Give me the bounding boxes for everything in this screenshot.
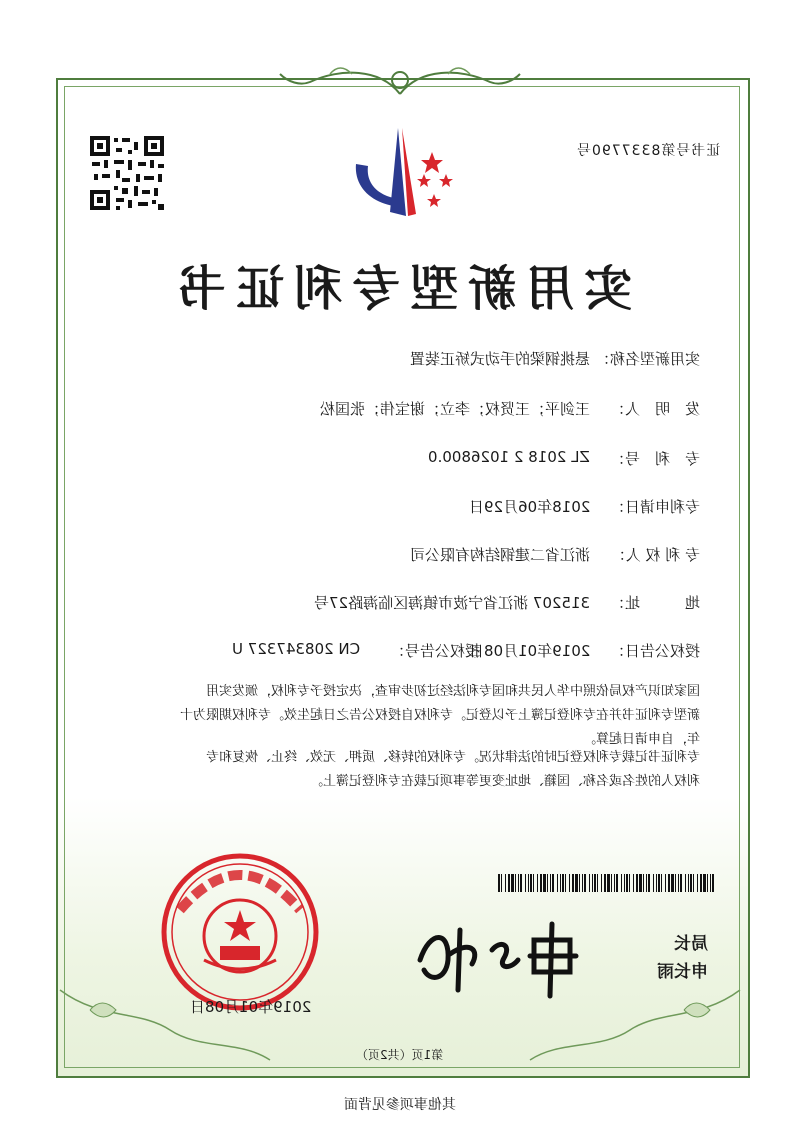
field-value: 315207 浙江省宁波市镇海区临海路27号 xyxy=(313,594,590,612)
field-grant-info xyxy=(140,640,700,664)
grant-number-label: 授权公告号： xyxy=(389,642,480,660)
grant-number-value: CN 208347327 U xyxy=(231,640,360,658)
official-seal-icon xyxy=(140,850,340,1020)
field-label: 专 利 权 人： xyxy=(610,546,700,564)
field-label: 专利申请日： xyxy=(609,498,700,516)
page-number: 第1页（共2页） xyxy=(356,1048,444,1062)
field-application-date xyxy=(140,496,700,520)
legal-status-paragraph: 专利证书记载专利权登记时的法律状况。专利权的转移、质押、无效、终止、恢复和专 利权人的姓名或名称、国籍、地址变更等事项记载在专利登记簿上。 xyxy=(205,750,700,789)
field-value: 悬挑钢梁的手动式矫正装置 xyxy=(409,350,590,368)
field-utility-model-name xyxy=(140,348,700,372)
floral-ornament-icon xyxy=(270,60,530,100)
field-value: 2018年06月29日 xyxy=(468,498,590,516)
grant-statement-paragraph: 国家知识产权局依照中华人民共和国专利法经过初步审查，决定授予专利权，颁发实用 新型专利证书并在专利登记簿上予以登记。专利权自授权公告之日起生效。专利权期限为十 年，自申请日起算。 xyxy=(179,684,700,747)
field-label: 实用新型名称： xyxy=(594,350,700,368)
director-name: 申长雨 xyxy=(657,962,708,982)
certificate-title: 实用新型专利证书 xyxy=(167,261,632,317)
seal-date: 2019年01月08日 xyxy=(190,998,312,1016)
cnipa-logo-icon xyxy=(336,124,464,224)
qr-code-icon xyxy=(88,134,166,212)
field-inventors xyxy=(140,398,700,422)
field-patentee xyxy=(140,544,700,568)
field-address xyxy=(140,592,700,616)
field-label: 发 明 人： xyxy=(609,400,700,418)
grant-date-label: 授权公告日： xyxy=(609,642,700,660)
field-label: 专 利 号： xyxy=(609,450,700,468)
field-label: 地 址： xyxy=(609,594,700,612)
field-value: ZL 2018 2 1026800.0 xyxy=(428,448,590,466)
director-title: 局长 xyxy=(674,934,708,954)
barcode-icon xyxy=(498,874,714,892)
field-patent-number xyxy=(140,448,700,472)
certificate-number: 证书号第8337790号 xyxy=(575,143,720,159)
field-value: 王剑平；王贤权；李立；谢宝伟；张国松 xyxy=(319,400,590,418)
field-value: 浙江省二建钢结构有限公司 xyxy=(409,546,590,564)
director-signature-icon xyxy=(400,910,590,1000)
director-block xyxy=(628,930,708,986)
grant-date-value: 2019年01月08日 xyxy=(468,642,590,660)
footer-note: 其他事项参见背面 xyxy=(344,1097,456,1113)
